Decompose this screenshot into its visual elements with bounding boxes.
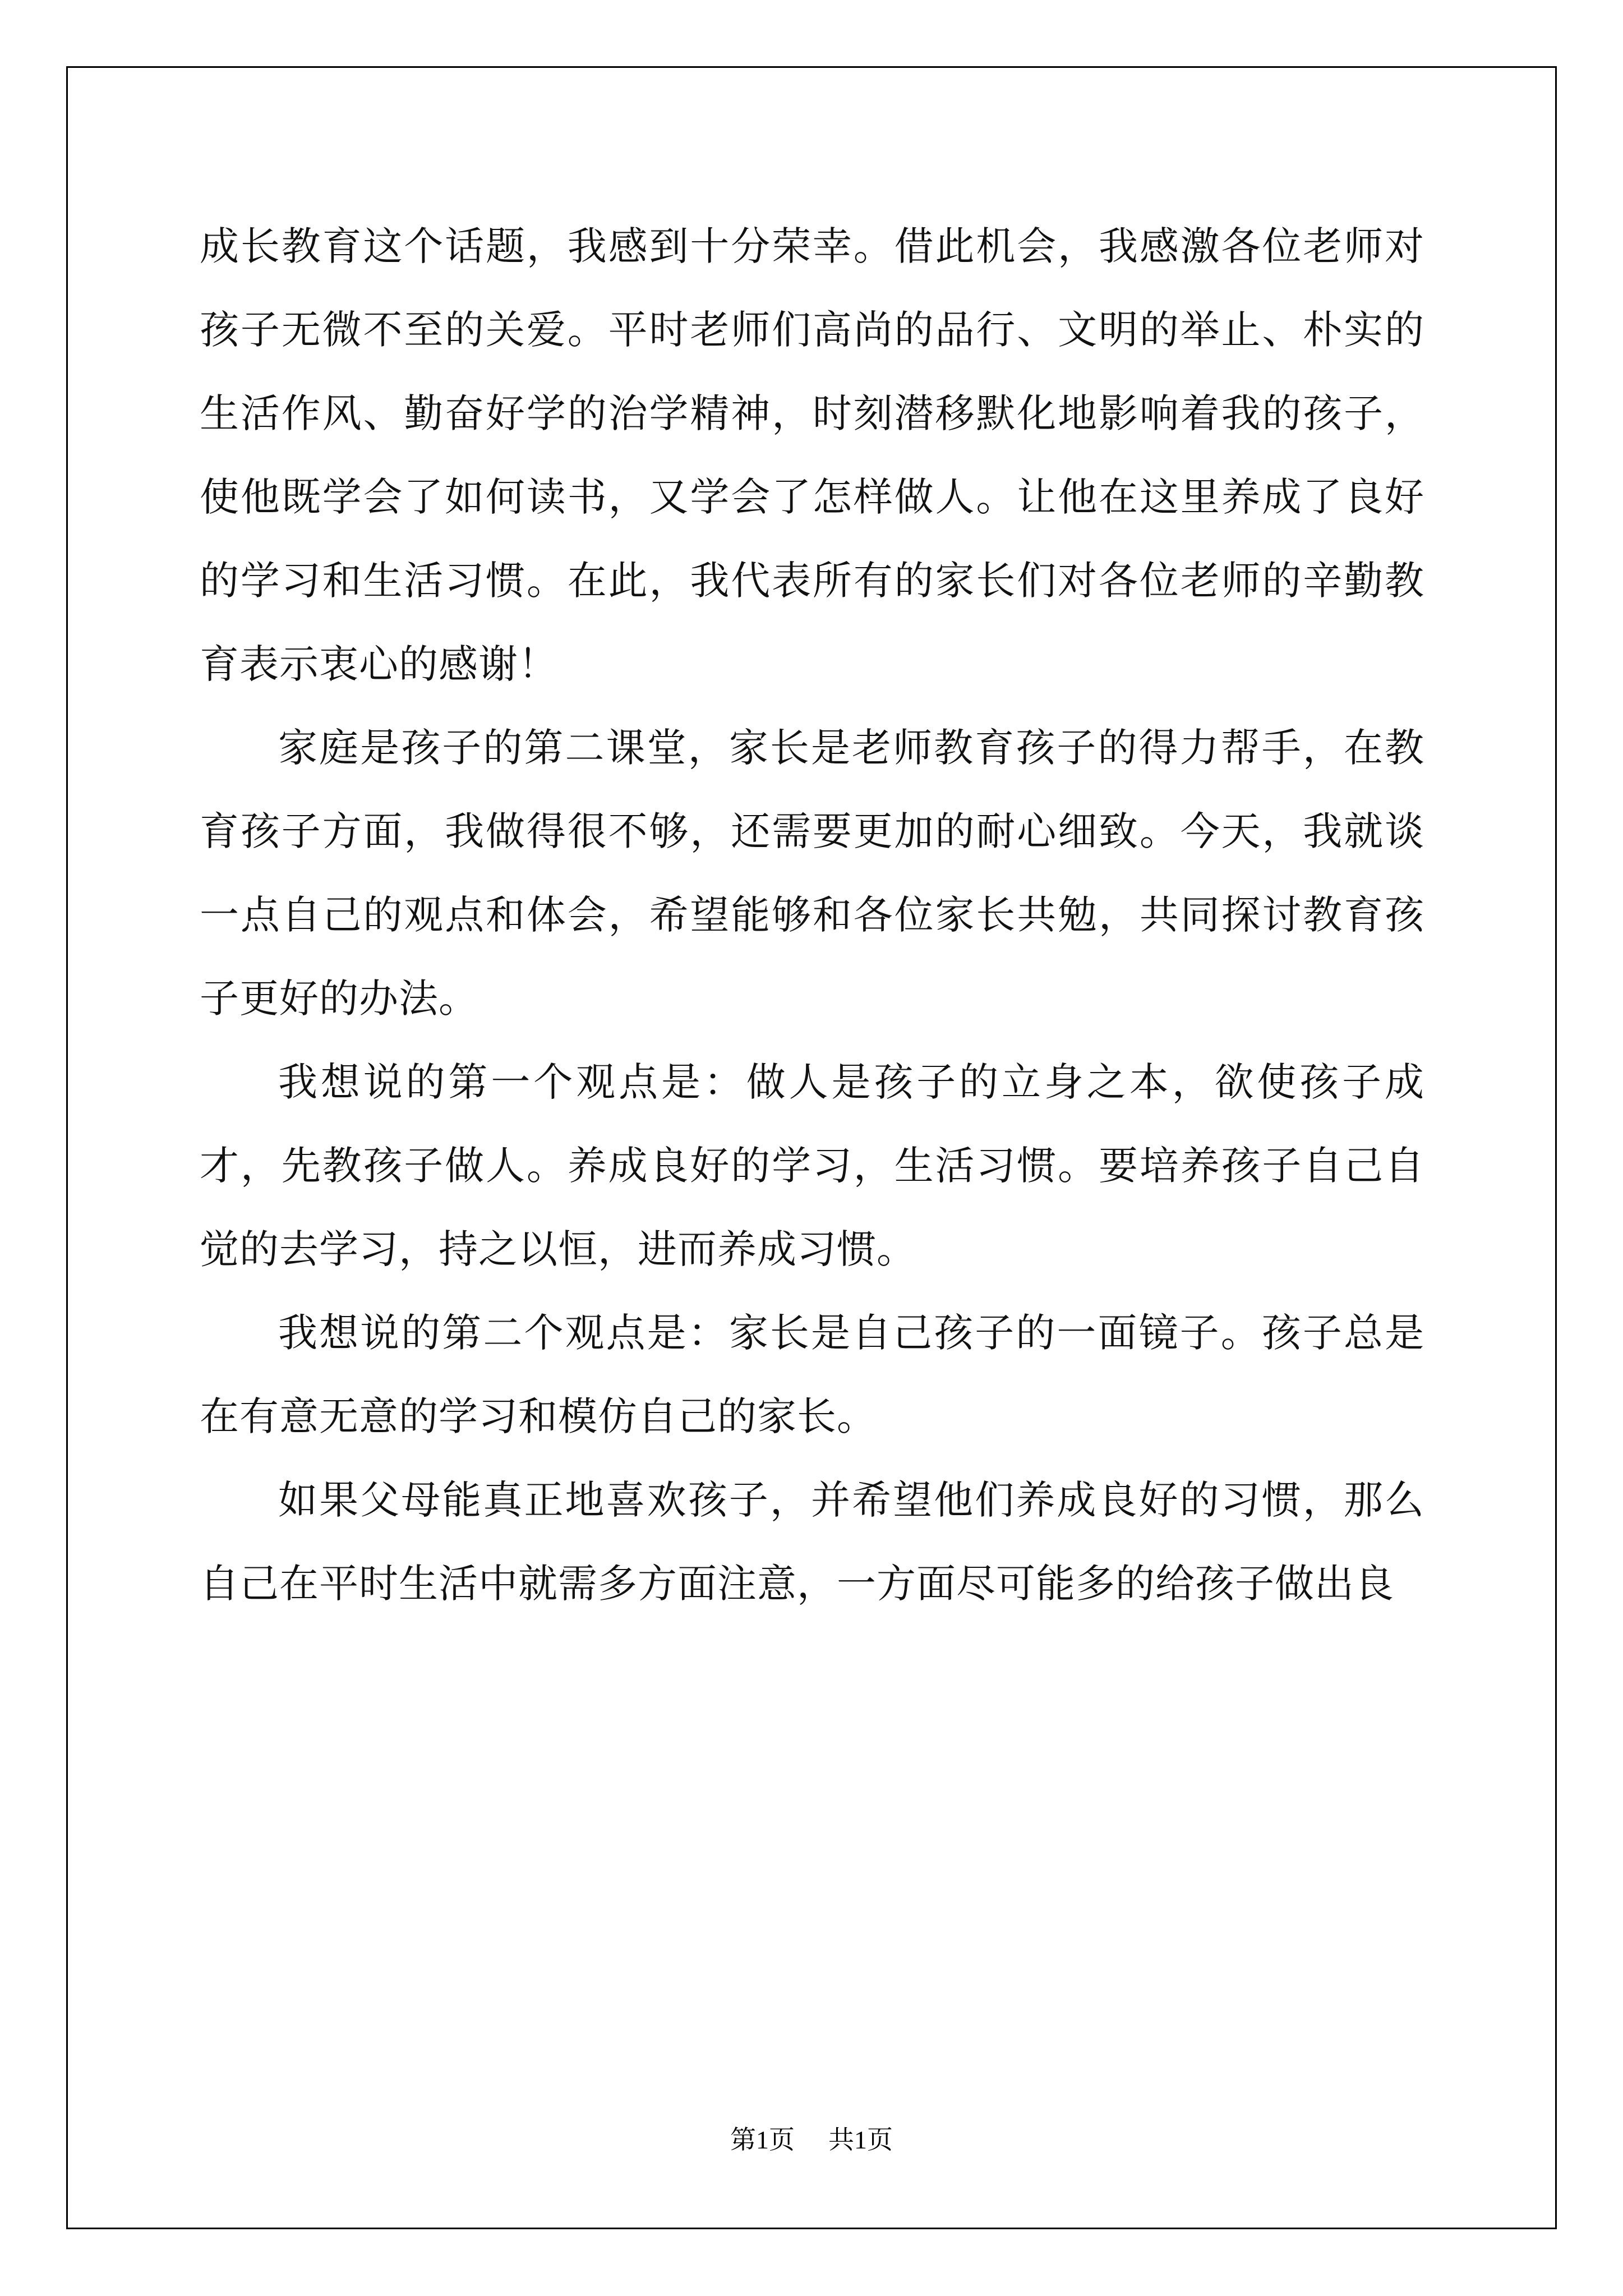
paragraph-2: 家庭是孩子的第二课堂，家长是老师教育孩子的得力帮手，在教育孩子方面，我做得很不够，还需要更加的耐心细致。今天，我就谈一点自己的观点和体会，希望能够和各位家长共勉，共同探讨教育孩子更好的办法。 (200, 725, 1424, 1022)
page-footer (0, 2119, 1623, 2156)
page-total: 共1页 (828, 2125, 893, 2154)
page-number: 第1页 (730, 2125, 795, 2154)
paragraph-1: 成长教育这个话题，我感到十分荣幸。借此机会，我感激各位老师对孩子无微不至的关爱。平时老师们高尚的品行、文明的举止、朴实的生活作风、勤奋好学的治学精神，时刻潜移默化地影响着我的孩子，使他既学会了如何读书，又学会了怎样做人。让他在这里养成了良好的学习和生活习惯。在此，我代表所有的家长们对各位老师的辛勤教育表示衷心的感谢！ (200, 223, 1424, 687)
paragraph-4: 我想说的第二个观点是：家长是自己孩子的一面镜子。孩子总是在有意无意的学习和模仿自己的家长。 (200, 1310, 1424, 1439)
paragraph-5: 如果父母能真正地喜欢孩子，并希望他们养成良好的习惯，那么自己在平时生活中就需多方面注意，一方面尽可能多的给孩子做出良 (200, 1477, 1424, 1607)
paragraph-3: 我想说的第一个观点是：做人是孩子的立身之本，欲使孩子成才，先教孩子做人。养成良好的学习，生活习惯。要培养孩子自己自觉的去学习，持之以恒，进而养成习惯。 (200, 1059, 1424, 1272)
document-body (200, 205, 1424, 1626)
